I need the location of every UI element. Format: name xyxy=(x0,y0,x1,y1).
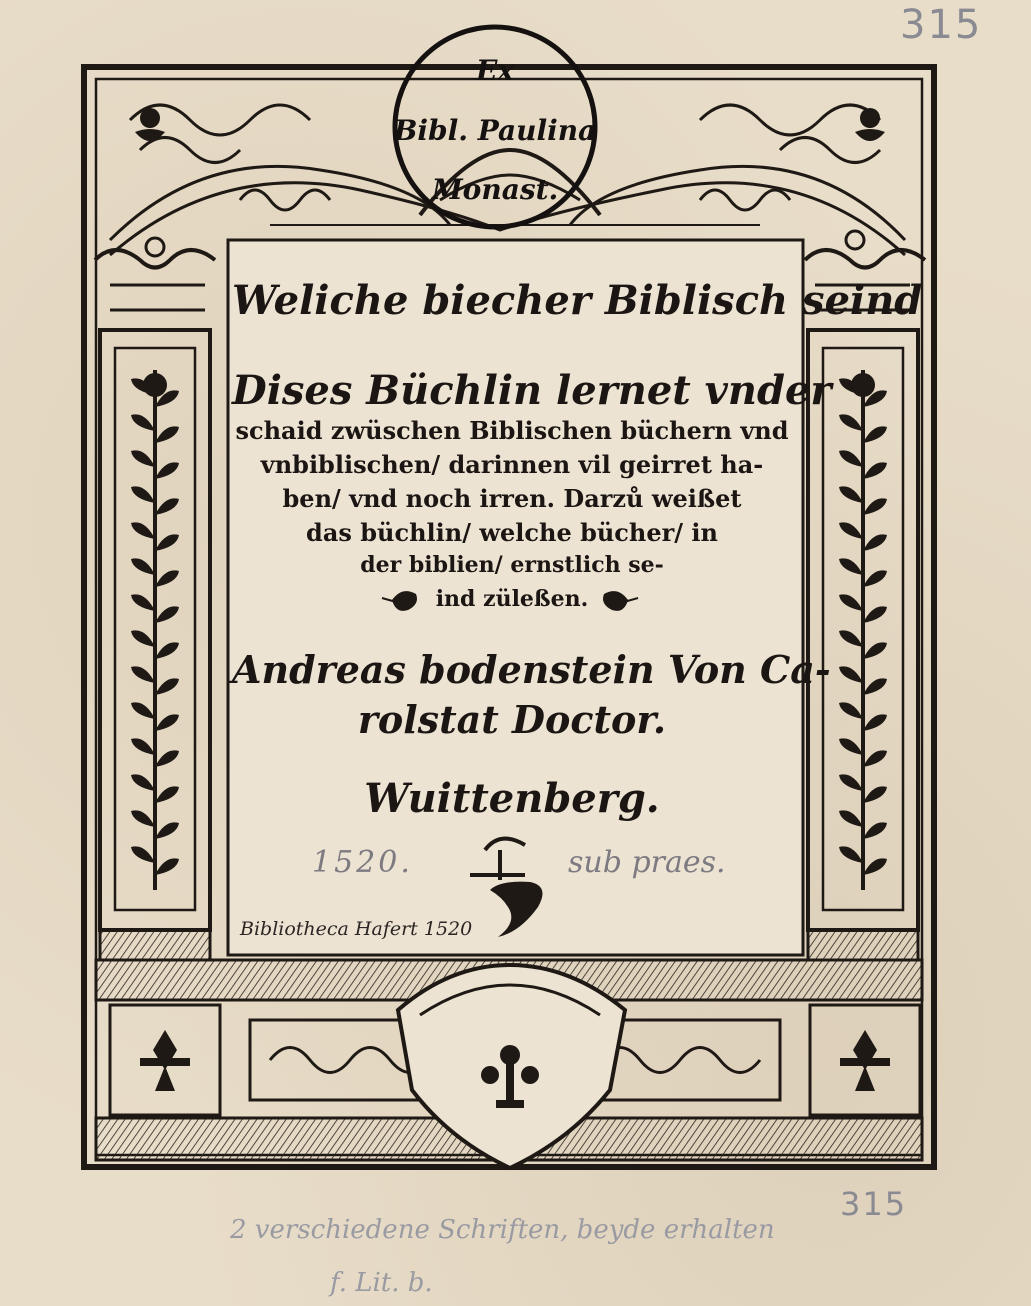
vine-leaf xyxy=(839,486,863,503)
body-line: vnbiblischen/ darinnen vil geirret ha- xyxy=(260,450,764,479)
vine-leaf xyxy=(155,750,179,767)
vine-leaf xyxy=(863,714,887,731)
vine-leaf xyxy=(863,750,887,767)
vine-flower xyxy=(143,373,167,397)
imprint-place: Wuittenberg. xyxy=(364,775,660,822)
provenance-inscription: Bibliotheca Hafert 1520 xyxy=(240,918,473,940)
vine-leaf xyxy=(155,822,179,839)
vine-leaf xyxy=(863,858,887,875)
body-line: das büchlin/ welche bücher/ in xyxy=(306,518,718,547)
vine-leaf xyxy=(863,822,887,839)
vine-leaf xyxy=(863,606,887,623)
vine-leaf xyxy=(131,774,155,791)
vine-flower xyxy=(851,373,875,397)
stamp-line-library: Bibl. Paulina xyxy=(393,114,597,147)
vine-leaf xyxy=(839,522,863,539)
vine-leaf xyxy=(131,846,155,863)
vine-leaf xyxy=(839,558,863,575)
vine-leaf xyxy=(155,642,179,659)
vine-leaf xyxy=(863,426,887,443)
vine-leaf xyxy=(155,858,179,875)
vine-leaf xyxy=(839,630,863,647)
left-pillar xyxy=(95,250,215,960)
vine-leaf xyxy=(131,810,155,827)
body-line: der biblien/ ernstlich se- xyxy=(360,552,664,578)
handwritten-year: 1520. xyxy=(312,845,413,880)
vine-leaf xyxy=(131,414,155,431)
right-base-fleur-icon xyxy=(840,1030,890,1091)
vine-leaf xyxy=(131,630,155,647)
vine-leaf xyxy=(131,558,155,575)
vine-leaf xyxy=(155,498,179,515)
vine-leaf xyxy=(131,486,155,503)
vine-leaf xyxy=(131,594,155,611)
vine-leaf xyxy=(131,738,155,755)
vine-leaf xyxy=(863,462,887,479)
vine-leaf xyxy=(155,606,179,623)
vine-leaf xyxy=(131,702,155,719)
vine-leaf xyxy=(839,414,863,431)
vine-leaf xyxy=(131,666,155,683)
body-line: schaid zwüschen Biblischen büchern vnd xyxy=(235,416,789,445)
vine-leaf xyxy=(839,846,863,863)
vine-leaf xyxy=(155,786,179,803)
author-line: rolstat Doctor. xyxy=(357,697,667,742)
pencil-note: f. Lit. b. xyxy=(330,1268,433,1298)
vine-leaf xyxy=(155,462,179,479)
vine-leaf xyxy=(839,666,863,683)
vine-leaf xyxy=(839,594,863,611)
vine-leaf xyxy=(839,774,863,791)
stamp-line-monastery: Monast. xyxy=(431,173,559,206)
vine-leaf xyxy=(155,678,179,695)
left-base-fleur-icon xyxy=(140,1030,190,1091)
vine-leaf xyxy=(863,498,887,515)
right-pillar xyxy=(805,250,925,960)
vine-leaf xyxy=(155,714,179,731)
vine-leaf xyxy=(839,702,863,719)
vine-leaf xyxy=(155,426,179,443)
body-line: ind züleßen. xyxy=(435,586,589,612)
pencil-note: 2 verschiedene Schriften, beyde erhalten xyxy=(230,1215,775,1245)
body-line: ben/ vnd noch irren. Darzů weißet xyxy=(282,484,742,513)
vine-leaf xyxy=(839,450,863,467)
shelfmark-bottom: 315 xyxy=(840,1185,908,1223)
vine-leaf xyxy=(155,534,179,551)
vine-leaf xyxy=(131,450,155,467)
vine-leaf xyxy=(839,810,863,827)
handwritten-note: sub praes. xyxy=(568,845,726,880)
vine-leaf xyxy=(155,570,179,587)
vine-leaf xyxy=(131,522,155,539)
vine-leaf xyxy=(863,534,887,551)
vine-leaf xyxy=(839,738,863,755)
shelfmark-top: 315 xyxy=(900,2,983,48)
vine-leaf xyxy=(863,786,887,803)
author-line: Andreas bodenstein Von Ca- xyxy=(232,647,831,692)
vine-leaf xyxy=(863,678,887,695)
page-title: Weliche biecher Biblisch seind xyxy=(232,277,923,324)
top-right-fleuron-icon xyxy=(846,108,885,249)
stamp-line-ex: Ex xyxy=(475,54,515,87)
body-lead: Dises Büchlin lernet vnder xyxy=(232,367,832,414)
vine-leaf xyxy=(863,570,887,587)
vine-leaf xyxy=(863,642,887,659)
